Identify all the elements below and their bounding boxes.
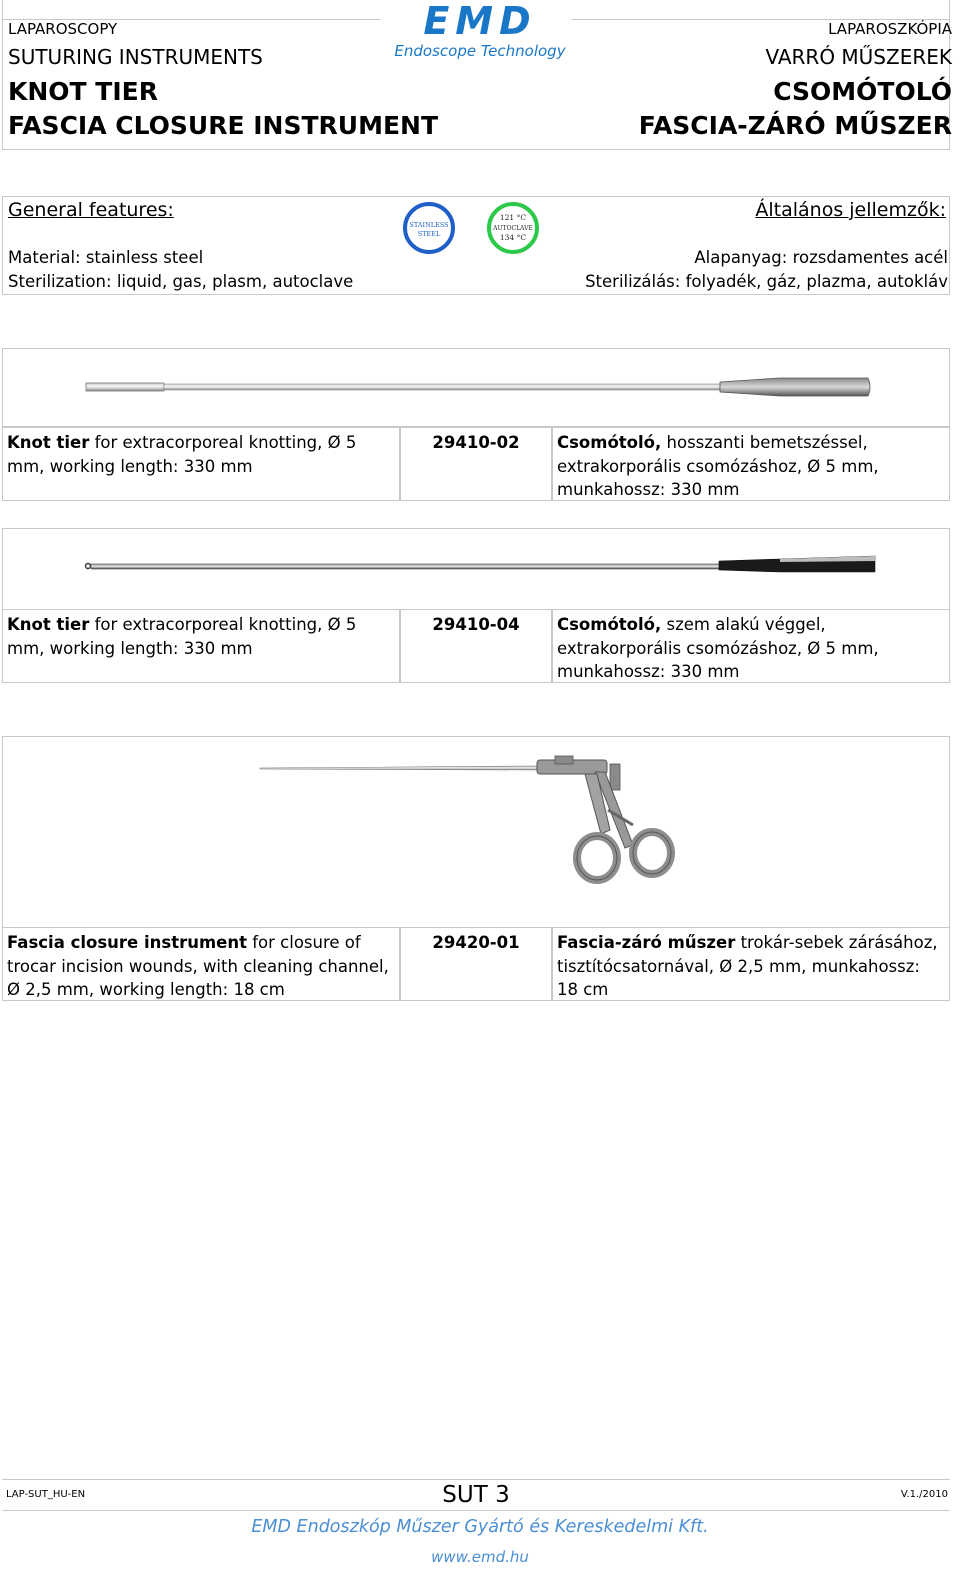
logo-text: EMD [423,0,537,43]
badge-steel-line1: STAINLESS [409,221,449,229]
category-en: LAPAROSCOPY [8,20,118,38]
product-3-en-desc: for closure of trocar incision wounds, with cleaning channel, Ø 2,5 mm, working length: 18 cm [7,933,389,999]
header-right [639,18,952,143]
doc-code: LAP-SUT_HU-EN [6,1489,86,1500]
product-1-en-name: Knot tier [7,433,90,452]
features-title-en: General features: [8,199,174,221]
sterilization-en: Sterilization: liquid, gas, plasm, autoclave [8,272,354,291]
title-hu-2: FASCIA-ZÁRÓ MŰSZER [638,111,952,140]
product-1-en [2,427,400,501]
category-hu: LAPAROSZKÓPIA [828,20,952,38]
badge-autoclave-line1: 121 °C [499,213,527,222]
features-title-hu: Általános jellemzők: [755,199,946,221]
material-en: Material: stainless steel [8,248,204,267]
title-hu-1: CSOMÓTOLÓ [773,77,952,106]
badge-autoclave-line2: AUTOCLAVE [493,225,533,232]
website-link[interactable]: www.emd.hu [431,1548,529,1566]
subcategory-en: SUTURING INSTRUMENTS [8,45,263,69]
product-3-en-name: Fascia closure instrument [7,933,247,952]
footer-bar [2,1479,950,1511]
product-3-hu-name: Fascia-záró műszer [557,933,736,952]
product-2-hu-name: Csomótoló, [557,615,662,634]
knot-tier-slotted-image [80,372,880,402]
sterilization-hu: Sterilizálás: folyadék, gáz, plazma, autokláv [585,272,948,291]
badge-autoclave-line3: 134 °C [499,233,527,242]
product-1-hu-desc: hosszanti bemetszéssel, extrakorporális csomózáshoz, Ø 5 mm, munkahossz: 330 mm [557,433,879,499]
header-left [8,18,438,143]
product-3-en [2,927,400,1001]
title-en-1: KNOT TIER [8,77,158,106]
version: V.1./2010 [900,1489,948,1500]
title-en-2: FASCIA CLOSURE INSTRUMENT [8,111,439,140]
product-2-en-desc: for extracorporeal knotting, Ø 5 mm, working length: 330 mm [7,615,357,658]
page-label: SUT 3 [442,1482,510,1508]
stainless-steel-badge [401,202,457,254]
company-name: EMD Endoszkóp Műszer Gyártó és Kereskedelmi Kft. [251,1517,709,1537]
product-3-hu-desc: trokár-sebek zárásához, tisztítócsatornával, Ø 2,5 mm, munkahossz: 18 cm [557,933,938,999]
product-3-code: 29420-01 [400,927,552,1001]
autoclave-badge [485,202,541,254]
knot-tier-eye-image [80,552,880,580]
product-2-en-name: Knot tier [7,615,90,634]
product-2-en [2,609,400,683]
product-2-hu [552,609,950,683]
product-1-hu-name: Csomótoló, [557,433,662,452]
product-1-hu [552,427,950,501]
badge-steel-line2: STEEL [417,230,441,238]
product-1-en-desc: for extracorporeal knotting, Ø 5 mm, working length: 330 mm [7,433,357,476]
fascia-closure-instrument-image [255,750,705,910]
product-3-hu [552,927,950,1001]
product-2-code: 29410-04 [400,609,552,683]
subcategory-hu: VARRÓ MŰSZEREK [765,45,952,69]
header-rule-right [572,19,950,20]
product-1-code: 29410-02 [400,427,552,501]
logo-subtitle: Endoscope Technology [394,42,566,60]
product-2-hu-desc: szem alakú véggel, extrakorporális csomózáshoz, Ø 5 mm, munkahossz: 330 mm [557,615,879,681]
material-hu: Alapanyag: rozsdamentes acél [694,248,948,267]
header-rule-left [2,19,380,20]
